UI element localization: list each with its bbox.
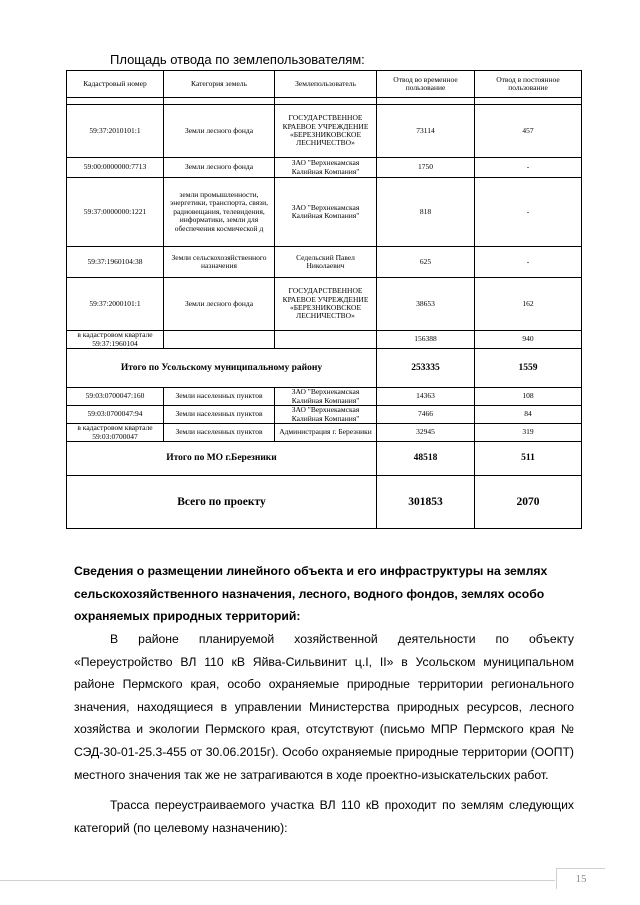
land-allotment-table [66, 70, 582, 529]
header-temporary-use: Отвод во временное пользование [377, 71, 475, 98]
total-permanent: 2070 [475, 476, 582, 529]
cell-permanent: - [475, 158, 582, 178]
cell-permanent: 457 [475, 105, 582, 158]
cell-cadastral: в кадастровом квартале 59:03:0700047 [67, 424, 164, 442]
footer-divider [0, 880, 555, 881]
header-land-category: Категория земель [164, 71, 275, 98]
cell-user: ЗАО "Верхнекамская Калийная Компания" [275, 178, 377, 247]
cell-temporary: 625 [377, 247, 475, 278]
subtotal-label: Итого по Усольскому муниципальному району [67, 349, 377, 388]
cell-user: Седельский Павел Николаевич [275, 247, 377, 278]
header-permanent-use: Отвод в постоянное пользование [475, 71, 582, 98]
spacer-row [67, 98, 582, 105]
cell-permanent: - [475, 178, 582, 247]
cell-cadastral: 59:37:2010101:1 [67, 105, 164, 158]
table-row [67, 105, 582, 158]
cell-cadastral: в кадастровом квартале 59:37:1960104 [67, 331, 164, 349]
cell-category: земли промышленности, энергетики, транспорта, связи, радиовещания, телевидения, информатики, земли для обеспечения космической д [164, 178, 275, 247]
paragraph-oopt-text: В районе планируемой хозяйственной деятельности по объекту «Переустройство ВЛ 110 кВ Яйва-Сильвинит ц.I, II» в Усольском муниципальном районе Пермского края, особо охраняемые природные территории регионального значения, находящиеся в управлении Министерства природных ресурсов, лесного хозяйства и экологии Пермского края, отсутствуют (письмо МПР Пермского края № СЭД-30-01-25.3-455 от 30.06.2015г). Особо охраняемые природные территории (ООПТ) местного значения так же не затрагиваются в ходе проектно-изыскательских работ. [74, 632, 574, 782]
table-row [67, 278, 582, 331]
cell-temporary: 14363 [377, 388, 475, 406]
total-temporary: 301853 [377, 476, 475, 529]
cell-temporary: 32945 [377, 424, 475, 442]
cell-permanent: - [475, 247, 582, 278]
cell-permanent: 319 [475, 424, 582, 442]
cell-temporary: 38653 [377, 278, 475, 331]
cell-permanent: 940 [475, 331, 582, 349]
cell-category: Земли населенных пунктов [164, 406, 275, 424]
cell-cadastral: 59:37:1960104:38 [67, 247, 164, 278]
cell-temporary: 1750 [377, 158, 475, 178]
cell-category [164, 331, 275, 349]
subtotal-row-berezniki [67, 442, 582, 476]
page-number: 15 [556, 868, 605, 889]
cell-cadastral: 59:00:0000000:7713 [67, 158, 164, 178]
cell-cadastral: 59:03:0700047:160 [67, 388, 164, 406]
cell-user: ЗАО "Верхнекамская Калийная Компания" [275, 388, 377, 406]
paragraph-route-text: Трасса переустраиваемого участка ВЛ 110 кВ проходит по землям следующих категорий (по целевому назначению): [74, 798, 574, 835]
table-header-row [67, 71, 582, 98]
cell-cadastral: 59:37:0000000:1221 [67, 178, 164, 247]
table-row [67, 424, 582, 442]
paragraph-route [74, 794, 574, 839]
cell-category: Земли лесного фонда [164, 105, 275, 158]
header-land-user: Землепользователь [275, 71, 377, 98]
table-row [67, 388, 582, 406]
cell-temporary: 73114 [377, 105, 475, 158]
cell-cadastral: 59:37:2000101:1 [67, 278, 164, 331]
subtotal-row-usolsky [67, 349, 582, 388]
table-row [67, 331, 582, 349]
cell-permanent: 162 [475, 278, 582, 331]
subtotal-temporary: 253335 [377, 349, 475, 388]
cell-permanent: 108 [475, 388, 582, 406]
subtotal-temporary: 48518 [377, 442, 475, 476]
cell-cadastral: 59:03:0700047:94 [67, 406, 164, 424]
cell-category: Земли лесного фонда [164, 158, 275, 178]
cell-temporary: 818 [377, 178, 475, 247]
cell-category: Земли населенных пунктов [164, 424, 275, 442]
cell-category: Земли сельскохозяйственного назначения [164, 247, 275, 278]
cell-temporary: 156388 [377, 331, 475, 349]
cell-user: Администрация г. Березники [275, 424, 377, 442]
cell-user: ГОСУДАРСТВЕННОЕ КРАЕВОЕ УЧРЕЖДЕНИЕ «БЕРЕЗНИКОВСКОЕ ЛЕСНИЧЕСТВО» [275, 278, 377, 331]
subtotal-permanent: 511 [475, 442, 582, 476]
cell-user: ГОСУДАРСТВЕННОЕ КРАЕВОЕ УЧРЕЖДЕНИЕ «БЕРЕЗНИКОВСКОЕ ЛЕСНИЧЕСТВО» [275, 105, 377, 158]
cell-category: Земли населенных пунктов [164, 388, 275, 406]
table-row [67, 178, 582, 247]
section-heading: Сведения о размещении линейного объекта и его инфраструктуры на землях сельскохозяйственного назначения, лесного, водного фондов, землях особо охраняемых природных территорий: [74, 564, 548, 624]
cell-permanent: 84 [475, 406, 582, 424]
table-row [67, 247, 582, 278]
total-row [67, 476, 582, 529]
header-cadastral-number: Кадастровый номер [67, 71, 164, 98]
cell-user: ЗАО "Верхнекамская Калийная Компания" [275, 406, 377, 424]
total-label: Всего по проекту [67, 476, 377, 529]
subtotal-label: Итого по МО г.Березники [67, 442, 377, 476]
page-title: Площадь отвода по землепользователям: [110, 52, 365, 67]
table-row [67, 406, 582, 424]
cell-user [275, 331, 377, 349]
table-row [67, 158, 582, 178]
paragraph-oopt [74, 628, 574, 786]
cell-user: ЗАО "Верхнекамская Калийная Компания" [275, 158, 377, 178]
cell-temporary: 7466 [377, 406, 475, 424]
subtotal-permanent: 1559 [475, 349, 582, 388]
cell-category: Земли лесного фонда [164, 278, 275, 331]
